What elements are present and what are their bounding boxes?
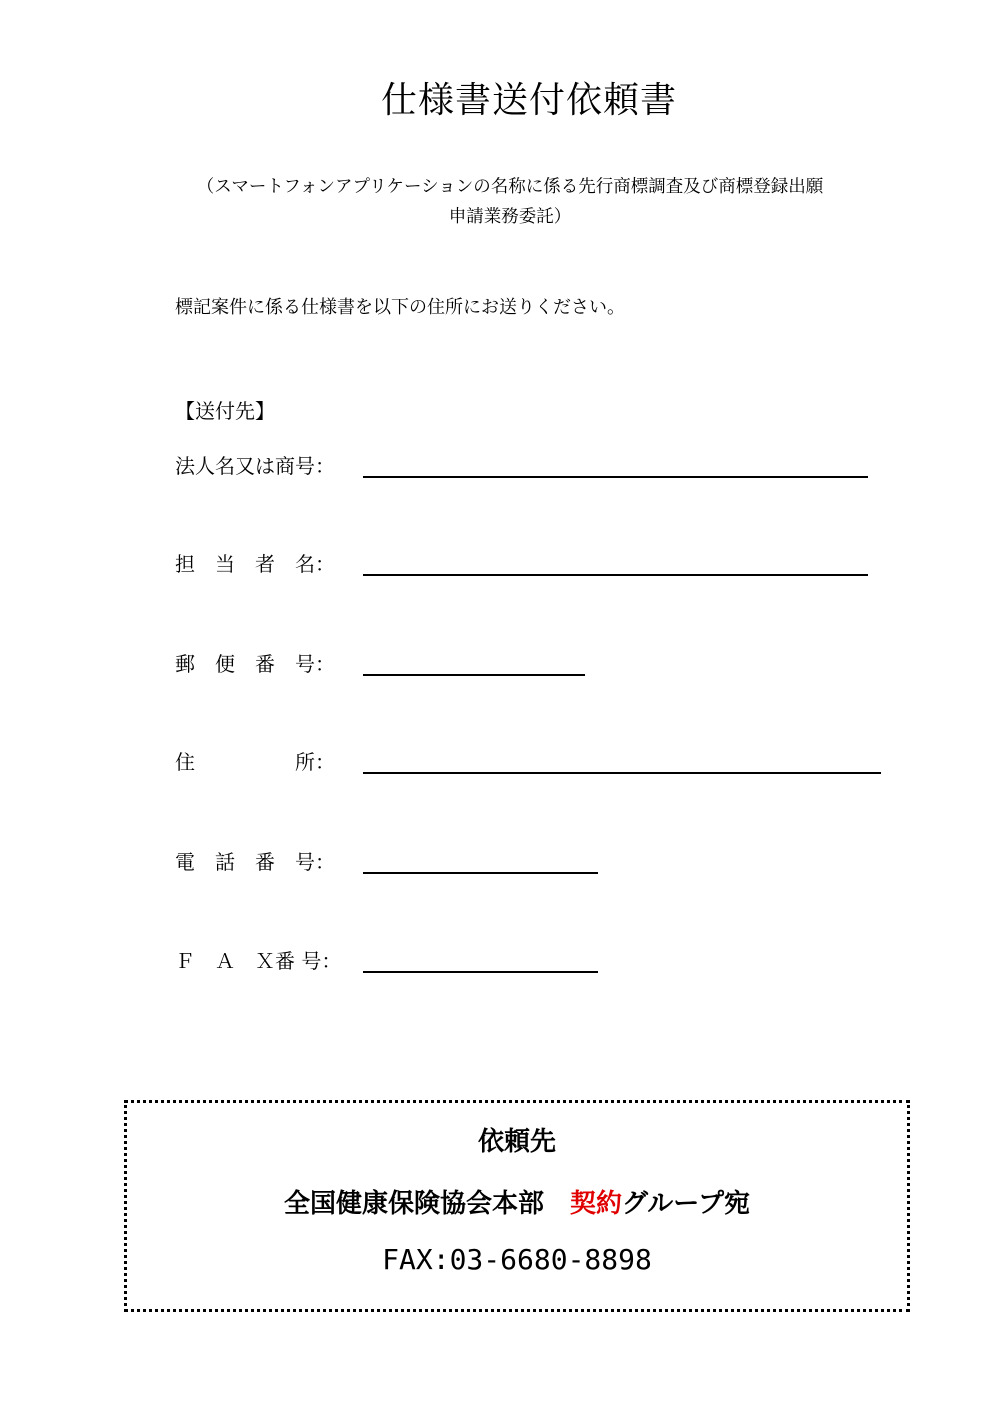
- phone-blank[interactable]: [363, 872, 598, 874]
- field-label: 郵 便 番 号：: [175, 652, 335, 676]
- postal-code-blank[interactable]: [363, 674, 585, 676]
- org-suffix: グループ宛: [622, 1189, 750, 1219]
- fax-blank[interactable]: [363, 971, 598, 973]
- field-label: Ｆ Ａ Ｘ番 号：: [175, 949, 342, 973]
- org-prefix: 全国健康保険協会本部: [284, 1189, 571, 1219]
- intro-text: 標記案件に係る仕様書を以下の住所にお送りください。: [175, 297, 625, 318]
- contact-person-blank[interactable]: [363, 574, 868, 576]
- org-highlight: 契約: [570, 1189, 623, 1219]
- recipient-box: [124, 1100, 910, 1312]
- recipient-heading: 依頼先: [477, 1127, 556, 1157]
- document-subtitle: [150, 172, 870, 232]
- field-label: 担 当 者 名：: [175, 552, 335, 576]
- section-heading: 【送付先】: [175, 399, 275, 423]
- field-label: 住 所：: [175, 750, 335, 774]
- address-blank[interactable]: [363, 772, 881, 774]
- subtitle-line-1: （スマートフォンアプリケーションの名称に係る先行商標調査及び商標登録出願: [196, 177, 824, 197]
- company-name-blank[interactable]: [363, 476, 868, 478]
- recipient-fax: FAX:03-6680-8898: [382, 1243, 652, 1276]
- field-label: 法人名又は商号：: [175, 454, 335, 478]
- subtitle-line-2: 申請業務委託）: [448, 207, 572, 227]
- recipient-organization: [127, 1183, 907, 1220]
- document-title: 仕様書送付依頼書: [380, 80, 677, 121]
- field-label: 電 話 番 号：: [175, 850, 335, 874]
